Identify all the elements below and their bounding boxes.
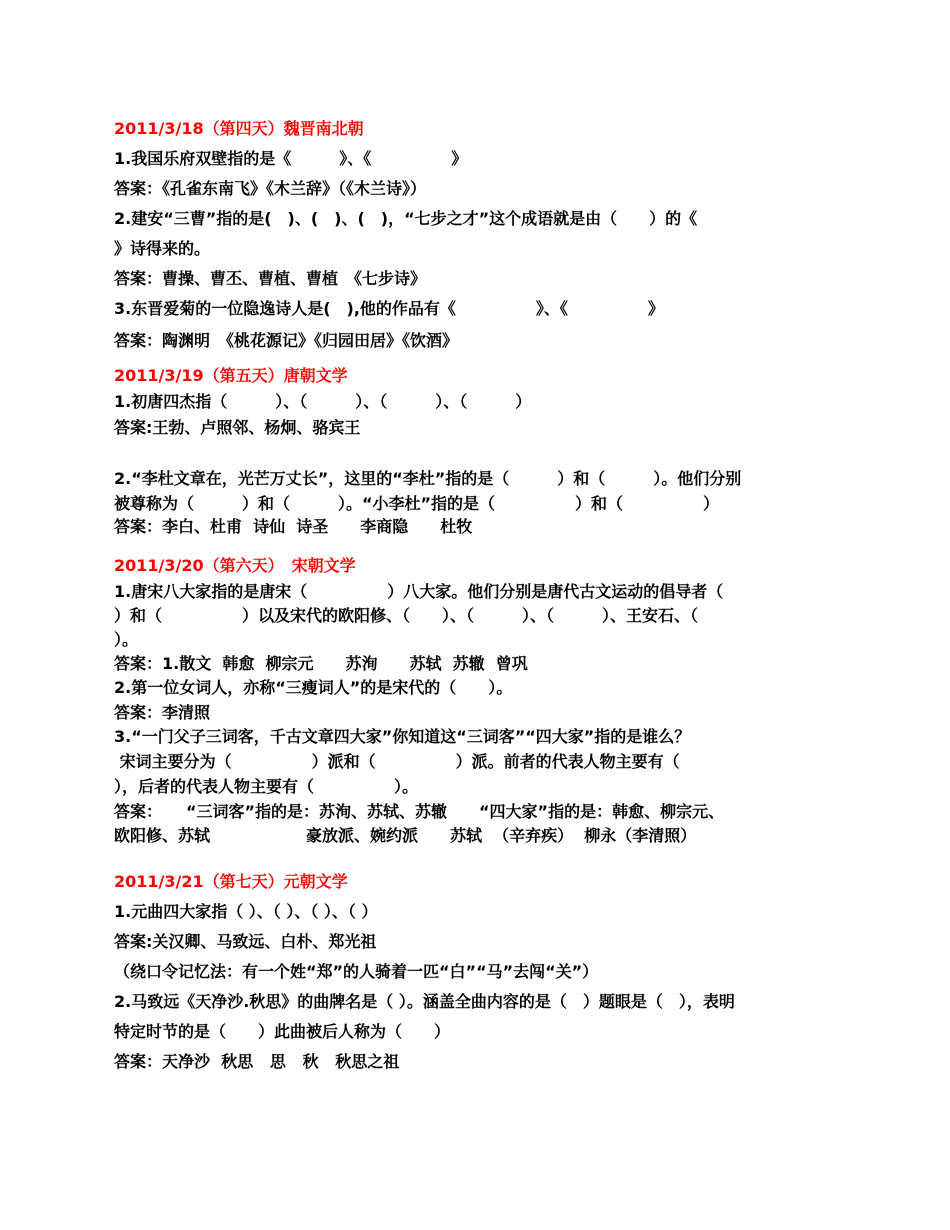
answer-1: 答案:王勃、卢照邻、杨炯、骆宾王 bbox=[114, 418, 361, 437]
question-4-cont: ），后者的代表人物主要有（ ）。 bbox=[114, 777, 419, 796]
question-2-cont: 被尊称为（ ）和（ ）。“小李杜”指的是（ ）和（ ） bbox=[114, 494, 720, 513]
answer-3-4: 答案： “三词客”指的是：苏洵、苏轼、苏辙 “四大家”指的是：韩愈、柳宗元、 bbox=[114, 802, 725, 821]
question-2-cont: 特定时节的是（ ）此曲被后人称为（ ） bbox=[114, 1022, 451, 1041]
question-1: 1.我国乐府双壁指的是《 》、《 》 bbox=[114, 149, 468, 168]
question-1: 1.唐宋八大家指的是唐宋（ ）八大家。他们分别是唐代古文运动的倡导者（ bbox=[114, 582, 724, 601]
question-1: 1.元曲四大家指（ ）、（ ）、（ ）、（ ） bbox=[114, 902, 378, 921]
question-2-cont: 》诗得来的。 bbox=[114, 239, 211, 258]
section-heading-day5: 2011/3/19（第五天）唐朝文学 bbox=[114, 366, 348, 385]
question-1-cont: ）。 bbox=[114, 630, 139, 649]
answer-2: 答案：天净沙 秋思 思 秋 秋思之祖 bbox=[114, 1052, 400, 1071]
answer-1: 答案:关汉卿、马致远、白朴、郑光祖 bbox=[114, 932, 377, 951]
question-4: 宋词主要分为（ ）派和（ ）派。前者的代表人物主要有（ bbox=[114, 752, 680, 771]
question-2: 2.“李杜文章在，光芒万丈长”，这里的“李杜”指的是（ ）和（ ）。他们分别 bbox=[114, 469, 742, 488]
section-heading-day7: 2011/3/21（第七天）元朝文学 bbox=[114, 872, 348, 891]
question-3: 3.东晋爱菊的一位隐逸诗人是( ),他的作品有《 》、《 》 bbox=[114, 299, 664, 318]
question-2: 2.建安“三曹”指的是( )、( )、( )，“七步之才”这个成语就是由（ ）的《 bbox=[114, 209, 698, 228]
answer-3-4-cont: 欧阳修、苏轼 豪放派、婉约派 苏轼 （辛弃疾） 柳永（李清照） bbox=[114, 826, 697, 845]
answer-1: 答案：1.散文 韩愈 柳宗元 苏洵 苏轼 苏辙 曾巩 bbox=[114, 654, 528, 673]
answer-2: 答案：李清照 bbox=[114, 703, 211, 722]
answer-2: 答案：曹操、曹丕、曹植、曹植 《七步诗》 bbox=[114, 269, 427, 288]
question-1: 1.初唐四杰指（ ）、（ ）、（ ）、（ ） bbox=[114, 392, 532, 411]
section-heading-day6: 2011/3/20（第六天） 宋朝文学 bbox=[114, 556, 356, 575]
answer-2: 答案：李白、杜甫 诗仙 诗圣 李商隐 杜牧 bbox=[114, 517, 473, 536]
question-1-cont: ）和（ ）以及宋代的欧阳修、（ ）、（ ）、（ ）、王安石、（ bbox=[114, 606, 699, 625]
section-heading-day4: 2011/3/18（第四天）魏晋南北朝 bbox=[114, 119, 364, 138]
question-2: 2.马致远《天净沙.秋思》的曲牌名是（ ）。涵盖全曲内容的是（ ）题眼是（ ），表明 bbox=[114, 992, 735, 1011]
question-3: 3.“一门父子三词客，千古文章四大家”你知道这“三词客”“四大家”指的是谁么？ bbox=[114, 727, 691, 746]
question-2: 2.第一位女词人，亦称“三瘦词人”的是宋代的（ ）。 bbox=[114, 678, 513, 697]
answer-1: 答案：《孔雀东南飞》《木兰辞》（《木兰诗》） bbox=[114, 179, 427, 198]
answer-3: 答案：陶渊明 《桃花源记》《归园田居》《饮酒》 bbox=[114, 331, 459, 350]
memory-tip: （绕口令记忆法：有一个姓“郑”的人骑着一匹“白”“马”去闯“关”） bbox=[114, 962, 599, 981]
